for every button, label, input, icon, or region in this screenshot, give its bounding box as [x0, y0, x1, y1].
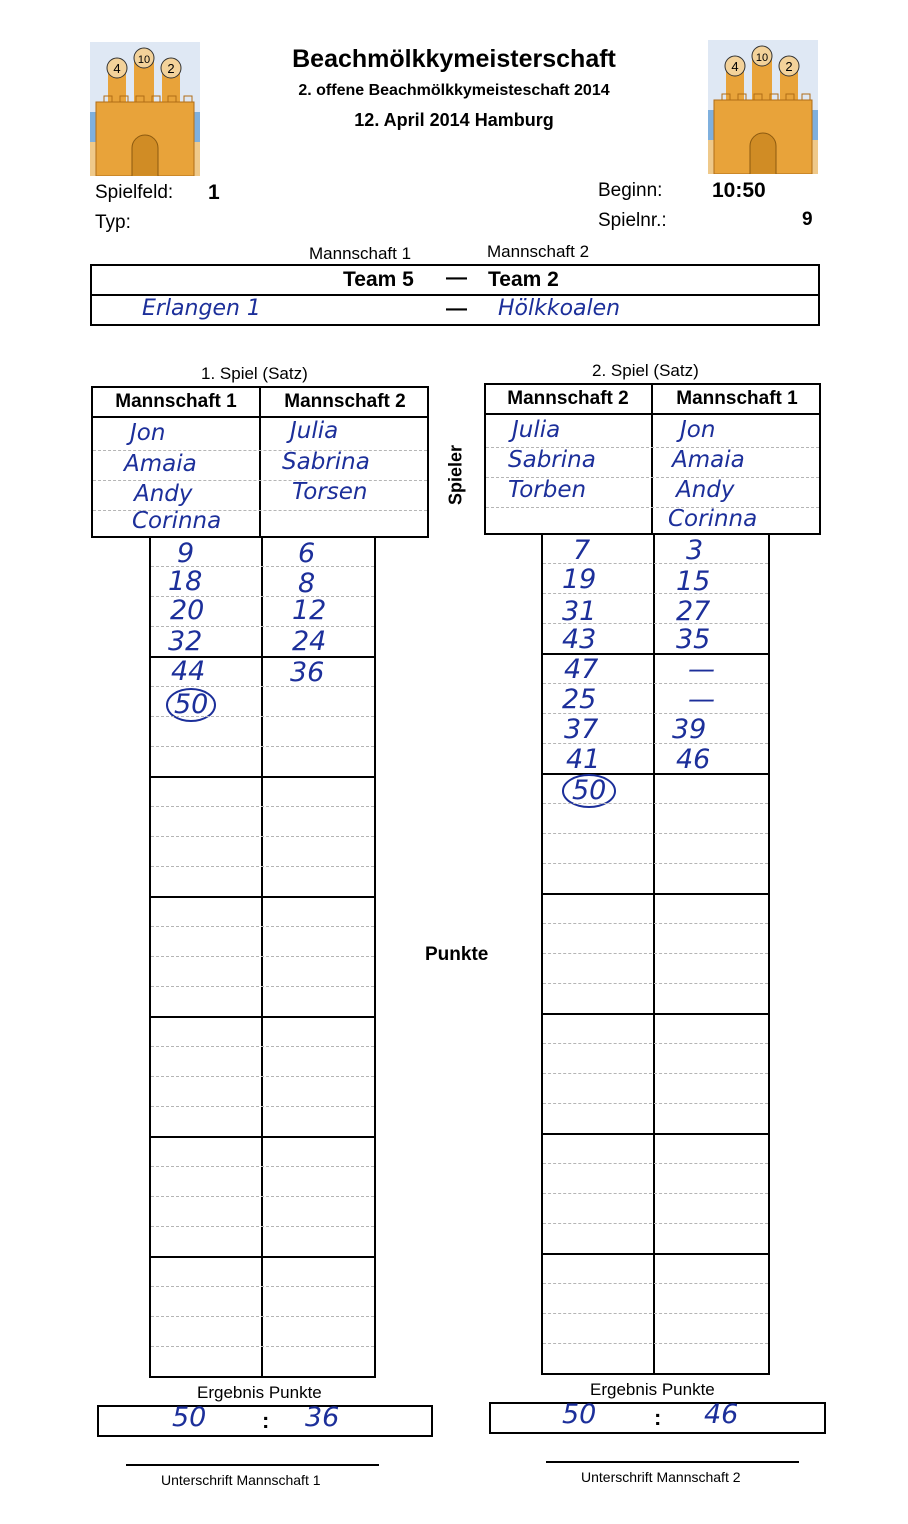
ruling [151, 1046, 374, 1047]
logo-number: 2 [167, 61, 175, 76]
game2-player: Corinna [668, 506, 758, 532]
block-line [149, 776, 376, 778]
game1-score: 6 [298, 538, 316, 569]
ruling [543, 833, 768, 834]
team1-id: Team 5 [343, 268, 414, 291]
game2-result1: 50 [562, 1399, 597, 1430]
ruling [151, 866, 374, 867]
game1-result-label: Ergebnis Punkte [197, 1383, 322, 1402]
game2-player: Julia [512, 417, 561, 443]
game1-score: 20 [170, 595, 205, 626]
page-title: Beachmölkkymeisterschaft [292, 45, 616, 73]
game1-result2: 36 [305, 1402, 340, 1433]
game2-result-separator: : [654, 1405, 662, 1430]
game2-score: 39 [672, 714, 707, 745]
signature-line [126, 1464, 379, 1466]
game1-title: 1. Spiel (Satz) [201, 364, 308, 383]
game1-player: Julia [290, 418, 339, 444]
game1-score: 9 [177, 538, 195, 569]
game2-score: 27 [676, 596, 711, 627]
logo-number: 4 [113, 61, 121, 76]
ruling [151, 1076, 374, 1077]
game2-score: — [688, 684, 715, 715]
game2-result2: 46 [704, 1399, 739, 1430]
ruling [486, 507, 819, 508]
game1-result-separator: : [262, 1408, 270, 1433]
ruling [151, 566, 374, 567]
game2-player: Jon [680, 417, 716, 443]
game2-score: — [688, 654, 715, 685]
game2-score: 19 [562, 564, 597, 595]
ruling [151, 836, 374, 837]
spielnr-label: Spielnr.: [598, 210, 667, 231]
block-line [149, 1016, 376, 1018]
block-line [541, 1013, 770, 1015]
block-line [149, 1256, 376, 1258]
team2-name: Hölkkoalen [498, 296, 621, 321]
ruling [543, 1073, 768, 1074]
game1-player: Andy [134, 481, 193, 507]
team-separator: — [446, 266, 467, 289]
game1-player: Sabrina [282, 449, 370, 475]
game2-score: 41 [566, 744, 601, 775]
ruling [543, 1223, 768, 1224]
ruling [543, 953, 768, 954]
game1-result1: 50 [172, 1402, 207, 1433]
game2-score: 47 [564, 654, 599, 685]
team2-id: Team 2 [488, 268, 559, 291]
game2-score: 31 [562, 596, 597, 627]
game1-score: 44 [171, 656, 206, 687]
team-name-separator: — [446, 297, 467, 320]
game1-score: 18 [168, 566, 203, 597]
game2-col1-header: Mannschaft 2 [507, 388, 629, 409]
game1-score: 32 [168, 626, 203, 657]
game1-score: 12 [292, 595, 327, 626]
game1-winning-score: 50 [166, 688, 216, 722]
ruling [543, 1313, 768, 1314]
ruling [151, 1106, 374, 1107]
ruling [151, 596, 374, 597]
ruling [151, 986, 374, 987]
game1-signature: Unterschrift Mannschaft 1 [161, 1472, 321, 1488]
game2-score-divider [653, 533, 655, 1375]
game2-winning-score: 50 [562, 774, 616, 808]
spielfeld-value: 1 [208, 181, 220, 204]
punkte-label: Punkte [425, 944, 489, 965]
ruling [543, 803, 768, 804]
ruling [151, 1346, 374, 1347]
ruling [151, 806, 374, 807]
game2-score: 43 [562, 624, 597, 655]
ruling [543, 863, 768, 864]
game2-player: Amaia [672, 447, 745, 473]
block-line [541, 893, 770, 895]
ruling [151, 686, 374, 687]
beginn-label: Beginn: [598, 180, 663, 201]
ruling [151, 1226, 374, 1227]
game2-player: Sabrina [508, 447, 596, 473]
page-subtitle: 2. offene Beachmölkkymeisteschaft 2014 [298, 82, 610, 99]
ruling [151, 626, 374, 627]
ruling [543, 923, 768, 924]
game1-col1-header: Mannschaft 1 [115, 391, 237, 412]
ruling [151, 716, 374, 717]
game1-player: Torsen [292, 479, 368, 505]
ruling [543, 1103, 768, 1104]
game2-score: 37 [564, 714, 599, 745]
game1-score-divider [261, 536, 263, 1378]
ruling [543, 1343, 768, 1344]
ruling [543, 743, 768, 744]
signature-line [546, 1461, 799, 1463]
game1-col2-header: Mannschaft 2 [284, 391, 406, 412]
game1-player: Amaia [124, 451, 197, 477]
game1-player: Corinna [132, 508, 222, 534]
game2-signature: Unterschrift Mannschaft 2 [581, 1469, 741, 1485]
spieler-label: Spieler [445, 444, 466, 506]
game2-score: 3 [686, 535, 704, 566]
ruling [543, 593, 768, 594]
ruling [543, 983, 768, 984]
logo-number: 2 [785, 59, 793, 74]
ruling [543, 713, 768, 714]
game2-score: 46 [676, 744, 711, 775]
date-place: 12. April 2014 Hamburg [354, 110, 554, 130]
game2-score: 15 [676, 566, 711, 597]
game2-score: 7 [573, 535, 591, 566]
ruling [543, 563, 768, 564]
game2-title: 2. Spiel (Satz) [592, 361, 699, 380]
game2-result-label: Ergebnis Punkte [590, 1380, 715, 1399]
team2-caption: Mannschaft 2 [487, 242, 590, 261]
ruling [543, 623, 768, 624]
block-line [541, 1253, 770, 1255]
team1-name: Erlangen 1 [142, 296, 261, 321]
ruling [151, 1286, 374, 1287]
logo-number: 4 [731, 59, 739, 74]
game2-player: Andy [676, 477, 735, 503]
ruling [151, 956, 374, 957]
ruling [543, 1163, 768, 1164]
logo-number: 10 [755, 52, 769, 64]
game1-score: 8 [298, 568, 316, 599]
game2-player: Torben [508, 477, 587, 503]
game2-score: 25 [562, 684, 597, 715]
ruling [543, 1283, 768, 1284]
game2-score: 35 [676, 624, 711, 655]
team1-caption: Mannschaft 1 [309, 244, 412, 263]
spielfeld-label: Spielfeld: [95, 182, 174, 203]
game2-col2-header: Mannschaft 1 [676, 388, 798, 409]
ruling [151, 746, 374, 747]
ruling [151, 1196, 374, 1197]
spielnr-value: 9 [802, 209, 813, 230]
game1-player: Jon [130, 420, 166, 446]
ruling [543, 683, 768, 684]
ruling [151, 1316, 374, 1317]
ruling [543, 1043, 768, 1044]
game1-score: 36 [290, 657, 325, 688]
block-line [149, 896, 376, 898]
ruling [543, 1193, 768, 1194]
block-line [541, 1133, 770, 1135]
beginn-value: 10:50 [712, 179, 766, 202]
ruling [151, 926, 374, 927]
block-line [149, 1136, 376, 1138]
logo-number: 10 [137, 54, 151, 66]
ruling [151, 1166, 374, 1167]
typ-label: Typ: [95, 212, 131, 233]
game1-score: 24 [292, 626, 327, 657]
